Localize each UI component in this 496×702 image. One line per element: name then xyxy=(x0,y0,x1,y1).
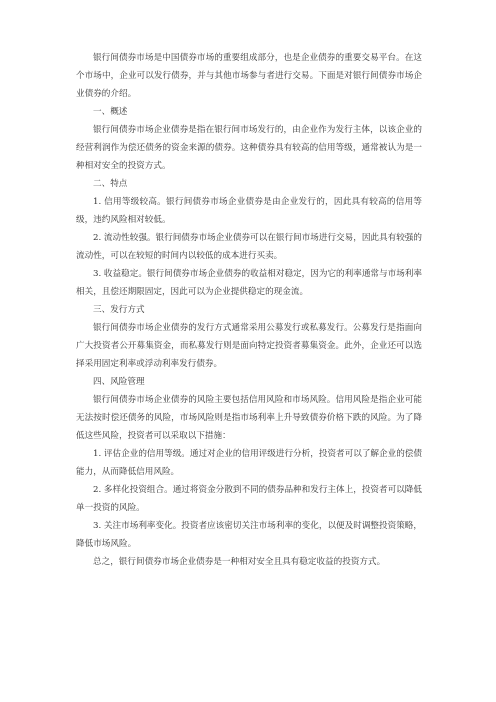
section-heading-features: 二、特点 xyxy=(93,179,128,189)
feature-item-returns: 3. 收益稳定。银行间债券市场企业债券的收益相对稳定，因为它的利率通常与市场利率相关，且偿还期限固定，因此可以为企业提供稳定的现金流。 xyxy=(76,269,422,297)
section-heading-overview: 一、概述 xyxy=(93,107,128,117)
overview-paragraph: 银行间债券市场企业债券是指在银行间市场发行的，由企业作为发行主体，以该企业的经营利润作为偿还债务的资金来源的债券。这种债券具有较高的信用等级，通常被认为是一种相对安全的投资方式。 xyxy=(76,125,422,171)
section-heading-issuance: 三、发行方式 xyxy=(93,305,145,315)
risk-measure-rates: 3. 关注市场利率变化。投资者应该密切关注市场利率的变化，以便及时调整投资策略，降低市场风险。 xyxy=(76,521,422,549)
risk-measure-credit: 1. 评估企业的信用等级。通过对企业的信用评级进行分析，投资者可以了解企业的偿债能力，从而降低信用风险。 xyxy=(76,449,422,477)
risk-measure-diversify: 2. 多样化投资组合。通过将资金分散到不同的债券品种和发行主体上，投资者可以降低单一投资的风险。 xyxy=(76,485,422,513)
issuance-paragraph: 银行间债券市场企业债券的发行方式通常采用公募发行或私募发行。公募发行是指面向广大投资者公开募集资金，而私募发行则是面向特定投资者募集资金。此外，企业还可以选择采用固定利率或浮动利率发行债券。 xyxy=(76,323,422,369)
document-body xyxy=(76,49,422,571)
feature-item-liquidity: 2. 流动性较强。银行间债券市场企业债券可以在银行间市场进行交易，因此具有较强的流动性，可以在较短的时间内以较低的成本进行买卖。 xyxy=(76,233,422,261)
section-heading-risk: 四、风险管理 xyxy=(93,377,145,387)
feature-item-credit: 1. 信用等级较高。银行间债券市场企业债券是由企业发行的，因此具有较高的信用等级，违约风险相对较低。 xyxy=(76,197,422,225)
intro-paragraph: 银行间债券市场是中国债券市场的重要组成部分，也是企业债券的重要交易平台。在这个市场中，企业可以发行债券，并与其他市场参与者进行交易。下面是对银行间债券市场企业债券的介绍。 xyxy=(76,53,422,99)
conclusion-paragraph: 总之，银行间债券市场企业债券是一种相对安全且具有稳定收益的投资方式。 xyxy=(93,557,386,567)
risk-intro-paragraph: 银行间债券市场企业债券的风险主要包括信用风险和市场风险。信用风险是指企业可能无法按时偿还债务的风险，市场风险则是指市场利率上升导致债券价格下跌的风险。为了降低这些风险，投资者可以采取以下措施： xyxy=(76,395,422,441)
